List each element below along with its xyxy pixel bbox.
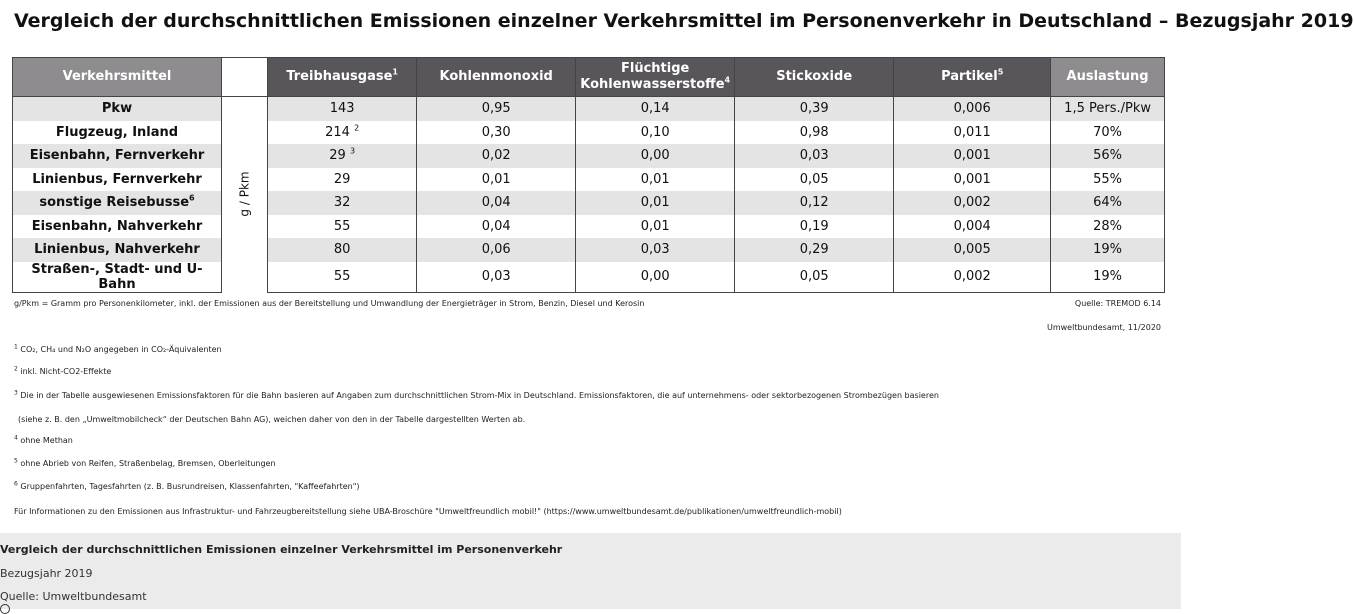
cell-kohlenwasserstoffe: 0,03 [576,238,735,262]
cell-auslastung: 1,5 Pers./Pkw [1051,97,1165,121]
cell-auslastung: 55% [1051,168,1165,192]
table-row [13,262,1165,293]
footnote-4: $^4$ ohne Methan [14,434,73,445]
header-kohlenmonoxid: Kohlenmonoxid [417,58,576,97]
cell-partikel: 0,001 [894,168,1051,192]
header-auslastung: Auslastung [1051,58,1165,97]
emissions-table [12,57,1165,293]
cell-stickoxide: 0,39 [735,97,894,121]
footnote-3: $^3$ Die in der Tabelle ausgewiesenen Emissionsfaktoren für die Bahn basieren auf Angaben zum durchschnittlichen Strom-Mix in Deutschland. Emissionsfaktoren, die auf unternehmens- oder sektorbezogenen Strombezügen basieren [14,389,939,400]
caption-source: Quelle: Umweltbundesamt [0,590,147,603]
cell-kohlenwasserstoffe: 0,00 [576,262,735,293]
cell-treibhausgase: 32 [268,191,417,215]
cell-kohlenwasserstoffe: 0,00 [576,144,735,168]
cell-verkehrsmittel: sonstige Reisebusse$^6$ [13,191,222,215]
header-treibhausgase: Treibhausgase$^1$ [268,58,417,97]
cell-auslastung: 28% [1051,215,1165,239]
cell-stickoxide: 0,05 [735,168,894,192]
cell-verkehrsmittel: Eisenbahn, Fernverkehr [13,144,222,168]
header-verkehrsmittel: Verkehrsmittel [13,58,222,97]
cell-verkehrsmittel: Linienbus, Fernverkehr [13,168,222,192]
unit-label: g / Pkm [237,171,252,217]
cell-kohlenmonoxid: 0,01 [417,168,576,192]
table-header-row [13,58,1165,97]
cell-treibhausgase: 80 [268,238,417,262]
cell-stickoxide: 0,12 [735,191,894,215]
cell-stickoxide: 0,03 [735,144,894,168]
table-row [13,191,1165,215]
cell-auslastung: 70% [1051,121,1165,145]
cell-kohlenmonoxid: 0,30 [417,121,576,145]
cell-treibhausgase: 55 [268,262,417,293]
cell-auslastung: 64% [1051,191,1165,215]
cell-kohlenmonoxid: 0,03 [417,262,576,293]
license-icon [0,604,10,614]
table-row [13,238,1165,262]
cell-partikel: 0,005 [894,238,1051,262]
cell-treibhausgase: 214 $^2$ [268,121,417,145]
cell-treibhausgase: 29 $^3$ [268,144,417,168]
table-row [13,215,1165,239]
cell-partikel: 0,006 [894,97,1051,121]
header-stickoxide: Stickoxide [735,58,894,97]
table-row [13,168,1165,192]
table-row [13,97,1165,121]
footnote-6: $^6$ Gruppenfahrten, Tagesfahrten (z. B. Busrundreisen, Klassenfahrten, "Kaffeefahrten") [14,480,360,491]
header-unit-spacer [222,58,268,97]
cell-partikel: 0,002 [894,262,1051,293]
cell-stickoxide: 0,98 [735,121,894,145]
page-title: Vergleich der durchschnittlichen Emissionen einzelner Verkehrsmittel im Personenverkehr in Deutschland – Bezugsjahr 2019 [14,10,1354,32]
caption-title: Vergleich der durchschnittlichen Emissionen einzelner Verkehrsmittel im Personenverkehr [0,543,563,556]
cell-verkehrsmittel: Eisenbahn, Nahverkehr [13,215,222,239]
header-partikel: Partikel$^5$ [894,58,1051,97]
source-note: Quelle: TREMOD 6.14 [1074,299,1161,308]
cell-verkehrsmittel: Straßen-, Stadt- und U-Bahn [13,262,222,293]
cell-stickoxide: 0,05 [735,262,894,293]
cell-treibhausgase: 55 [268,215,417,239]
cell-treibhausgase: 143 [268,97,417,121]
footnote-3-continued: (siehe z. B. den „Umweltmobilcheck“ der Deutschen Bahn AG), weichen daher von den in der Tabelle dargestellten Werten ab. [18,415,526,424]
footnote-2: $^2$ inkl. Nicht-CO2-Effekte [14,365,112,376]
cell-verkehrsmittel: Linienbus, Nahverkehr [13,238,222,262]
unit-note: g/Pkm = Gramm pro Personenkilometer, inkl. der Emissionen aus der Bereitstellung und Umwandlung der Energieträger in Strom, Benzin, Diesel und Kerosin [14,299,645,308]
info-note: Für Informationen zu den Emissionen aus Infrastruktur- und Fahrzeugbereitstellung siehe UBA-Broschüre "Umweltfreundlich mobil!" (https://www.umweltbundesamt.de/publikationen/umweltfreundlich-mobil) [14,507,842,516]
footnote-1: $^1$ CO₂, CH₄ und N₂O angegeben in CO₂-Äquivalenten [14,343,222,354]
cell-kohlenwasserstoffe: 0,01 [576,191,735,215]
cell-verkehrsmittel: Pkw [13,97,222,121]
cell-auslastung: 56% [1051,144,1165,168]
cell-partikel: 0,011 [894,121,1051,145]
footnote-5: $^5$ ohne Abrieb von Reifen, Straßenbelag, Bremsen, Oberleitungen [14,457,276,468]
cell-kohlenmonoxid: 0,95 [417,97,576,121]
header-fluechtige-kohlenwasserstoffe: Flüchtige Kohlenwasserstoffe$^4$ [576,58,735,97]
cell-partikel: 0,002 [894,191,1051,215]
cell-auslastung: 19% [1051,238,1165,262]
cell-kohlenwasserstoffe: 0,01 [576,168,735,192]
cell-stickoxide: 0,19 [735,215,894,239]
cell-verkehrsmittel: Flugzeug, Inland [13,121,222,145]
cell-kohlenwasserstoffe: 0,01 [576,215,735,239]
cell-treibhausgase: 29 [268,168,417,192]
cell-kohlenwasserstoffe: 0,14 [576,97,735,121]
cell-partikel: 0,004 [894,215,1051,239]
cell-kohlenmonoxid: 0,04 [417,191,576,215]
cell-partikel: 0,001 [894,144,1051,168]
publisher-note: Umweltbundesamt, 11/2020 [1046,323,1161,332]
caption-year: Bezugsjahr 2019 [0,567,93,580]
unit-cell [222,97,268,293]
cell-kohlenmonoxid: 0,04 [417,215,576,239]
cell-kohlenmonoxid: 0,06 [417,238,576,262]
table-row [13,144,1165,168]
table-row [13,121,1165,145]
cell-stickoxide: 0,29 [735,238,894,262]
cell-kohlenmonoxid: 0,02 [417,144,576,168]
cell-auslastung: 19% [1051,262,1165,293]
cell-kohlenwasserstoffe: 0,10 [576,121,735,145]
